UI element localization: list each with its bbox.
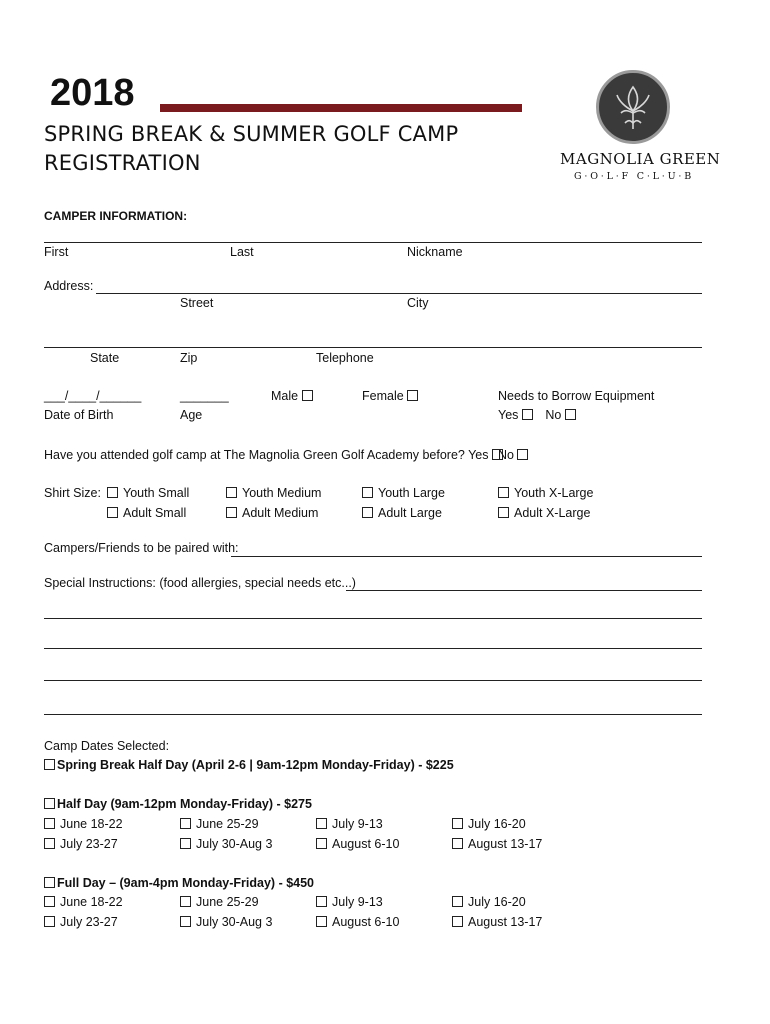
checkbox-icon[interactable]	[107, 507, 118, 518]
shirt-label: Adult X-Large	[514, 506, 591, 520]
date-label: June 18-22	[60, 817, 123, 831]
attended-no-checkbox[interactable]	[517, 449, 528, 460]
telephone-label: Telephone	[316, 351, 374, 365]
shirt-label: Adult Medium	[242, 506, 319, 520]
checkbox-icon[interactable]	[452, 916, 463, 927]
date-label: July 23-27	[60, 837, 118, 851]
age-blank[interactable]: _______	[180, 389, 229, 403]
female-checkbox[interactable]	[407, 390, 418, 401]
checkbox-icon[interactable]	[44, 759, 55, 770]
attended-yes-label: Yes	[468, 448, 489, 462]
full-day-label: Full Day – (9am-4pm Monday-Friday) - $450	[57, 876, 315, 890]
state-label: State	[90, 351, 120, 365]
date-label: June 18-22	[60, 895, 123, 909]
special-line-3[interactable]	[44, 648, 702, 649]
magnolia-crest-icon	[596, 70, 670, 144]
date-label: July 30-Aug 3	[196, 915, 273, 929]
date-label: July 16-20	[468, 817, 526, 831]
logo-name: MAGNOLIA GREEN	[560, 150, 721, 168]
attended-question	[44, 448, 508, 462]
attended-no-label: No	[498, 448, 514, 462]
accent-bar	[160, 104, 522, 112]
half-day-label: Half Day (9am-12pm Monday-Friday) - $275	[57, 797, 312, 811]
address-line[interactable]	[96, 293, 702, 294]
age-label: Age	[180, 408, 203, 422]
date-label: July 9-13	[332, 895, 383, 909]
paired-label: Campers/Friends to be paired with:	[44, 541, 239, 555]
shirt-size-label: Shirt Size:	[44, 486, 101, 500]
date-label: June 25-29	[196, 895, 259, 909]
checkbox-icon[interactable]	[107, 487, 118, 498]
checkbox-icon[interactable]	[44, 798, 55, 809]
half-date-option[interactable]	[44, 817, 123, 831]
date-label: August 13-17	[468, 915, 543, 929]
checkbox-icon[interactable]	[180, 818, 191, 829]
nickname-label: Nickname	[407, 245, 463, 259]
half-date-option[interactable]	[316, 817, 383, 831]
shirt-label: Youth Large	[378, 486, 445, 500]
checkbox-icon[interactable]	[316, 818, 327, 829]
full-day-option[interactable]	[44, 876, 314, 890]
checkbox-icon[interactable]	[44, 838, 55, 849]
special-line-4[interactable]	[44, 680, 702, 681]
full-date-option[interactable]	[44, 895, 123, 909]
borrow-no-checkbox[interactable]	[565, 409, 576, 420]
half-date-option[interactable]	[180, 837, 272, 851]
checkbox-icon[interactable]	[44, 896, 55, 907]
attended-question-text: Have you attended golf camp at The Magnolia Green Golf Academy before?	[44, 448, 465, 462]
full-date-option[interactable]	[180, 915, 272, 929]
dob-label: Date of Birth	[44, 408, 114, 422]
checkbox-icon[interactable]	[452, 818, 463, 829]
checkbox-icon[interactable]	[226, 507, 237, 518]
street-label: Street	[180, 296, 214, 310]
shirt-adult-large[interactable]	[362, 506, 442, 520]
shirt-adult-xlarge[interactable]	[498, 506, 590, 520]
male-option[interactable]	[271, 389, 318, 403]
date-label: July 30-Aug 3	[196, 837, 273, 851]
page-title	[44, 120, 458, 178]
borrow-yes-checkbox[interactable]	[522, 409, 533, 420]
half-date-option[interactable]	[452, 817, 526, 831]
full-date-option[interactable]	[180, 895, 259, 909]
shirt-youth-small[interactable]	[107, 486, 189, 500]
female-option[interactable]	[362, 389, 423, 403]
paired-line[interactable]	[231, 556, 702, 557]
half-date-option[interactable]	[180, 817, 259, 831]
checkbox-icon[interactable]	[362, 507, 373, 518]
spring-break-option[interactable]	[44, 758, 454, 772]
date-label: August 6-10	[332, 915, 400, 929]
female-label: Female	[362, 389, 404, 403]
date-label: June 25-29	[196, 817, 259, 831]
title-line-1: SPRING BREAK & SUMMER GOLF CAMP	[44, 122, 459, 146]
shirt-adult-medium[interactable]	[226, 506, 318, 520]
male-checkbox[interactable]	[302, 390, 313, 401]
half-date-option[interactable]	[44, 837, 118, 851]
shirt-label: Adult Small	[123, 506, 187, 520]
shirt-adult-small[interactable]	[107, 506, 186, 520]
checkbox-icon[interactable]	[452, 896, 463, 907]
checkbox-icon[interactable]	[180, 896, 191, 907]
checkbox-icon[interactable]	[498, 507, 509, 518]
date-label: August 6-10	[332, 837, 400, 851]
zip-label: Zip	[180, 351, 198, 365]
shirt-label: Youth Small	[123, 486, 190, 500]
address-label: Address:	[44, 279, 94, 293]
checkbox-icon[interactable]	[316, 838, 327, 849]
checkbox-icon[interactable]	[226, 487, 237, 498]
date-label: July 23-27	[60, 915, 118, 929]
full-date-option[interactable]	[452, 915, 542, 929]
checkbox-icon[interactable]	[362, 487, 373, 498]
spring-break-label: Spring Break Half Day (April 2-6 | 9am-12pm Monday-Friday) - $225	[57, 758, 454, 772]
full-date-option[interactable]	[316, 895, 383, 909]
half-date-option[interactable]	[316, 837, 399, 851]
borrow-equipment-label: Needs to Borrow Equipment	[498, 389, 655, 403]
shirt-label: Adult Large	[378, 506, 442, 520]
full-date-option[interactable]	[44, 915, 118, 929]
camp-dates-label: Camp Dates Selected:	[44, 739, 170, 753]
borrow-yes-label: Yes	[498, 408, 519, 422]
title-line-2: REGISTRATION	[44, 151, 201, 175]
date-label: July 9-13	[332, 817, 383, 831]
date-label: July 16-20	[468, 895, 526, 909]
checkbox-icon[interactable]	[316, 916, 327, 927]
borrow-options	[498, 408, 581, 422]
shirt-label: Youth X-Large	[514, 486, 594, 500]
checkbox-icon[interactable]	[452, 838, 463, 849]
attended-no-option	[498, 448, 533, 462]
shirt-youth-medium[interactable]	[226, 486, 321, 500]
camper-info-heading: CAMPER INFORMATION:	[44, 209, 188, 223]
checkbox-icon[interactable]	[180, 916, 191, 927]
first-name-label: First	[44, 245, 69, 259]
shirt-youth-large[interactable]	[362, 486, 445, 500]
address-line-2[interactable]	[44, 347, 702, 348]
special-line[interactable]	[346, 590, 702, 591]
last-name-label: Last	[230, 245, 254, 259]
checkbox-icon[interactable]	[498, 487, 509, 498]
male-label: Male	[271, 389, 299, 403]
full-date-option[interactable]	[452, 895, 526, 909]
special-instructions-label: Special Instructions: (food allergies, special needs etc...)	[44, 576, 356, 590]
shirt-youth-xlarge[interactable]	[498, 486, 593, 500]
name-line[interactable]	[44, 242, 702, 243]
dob-blank[interactable]: ___/____/______	[44, 389, 142, 403]
shirt-label: Youth Medium	[242, 486, 322, 500]
special-line-2[interactable]	[44, 618, 702, 619]
checkbox-icon[interactable]	[44, 818, 55, 829]
special-line-5[interactable]	[44, 714, 702, 715]
date-label: August 13-17	[468, 837, 543, 851]
checkbox-icon[interactable]	[44, 916, 55, 927]
borrow-no-label: No	[545, 408, 562, 422]
half-day-option[interactable]	[44, 797, 312, 811]
city-label: City	[407, 296, 429, 310]
half-date-option[interactable]	[452, 837, 542, 851]
checkbox-icon[interactable]	[44, 877, 55, 888]
year-heading: 2018	[50, 72, 135, 114]
checkbox-icon[interactable]	[316, 896, 327, 907]
checkbox-icon[interactable]	[180, 838, 191, 849]
full-date-option[interactable]	[316, 915, 399, 929]
logo-subtitle: G·O·L·F C·L·U·B	[574, 171, 694, 182]
